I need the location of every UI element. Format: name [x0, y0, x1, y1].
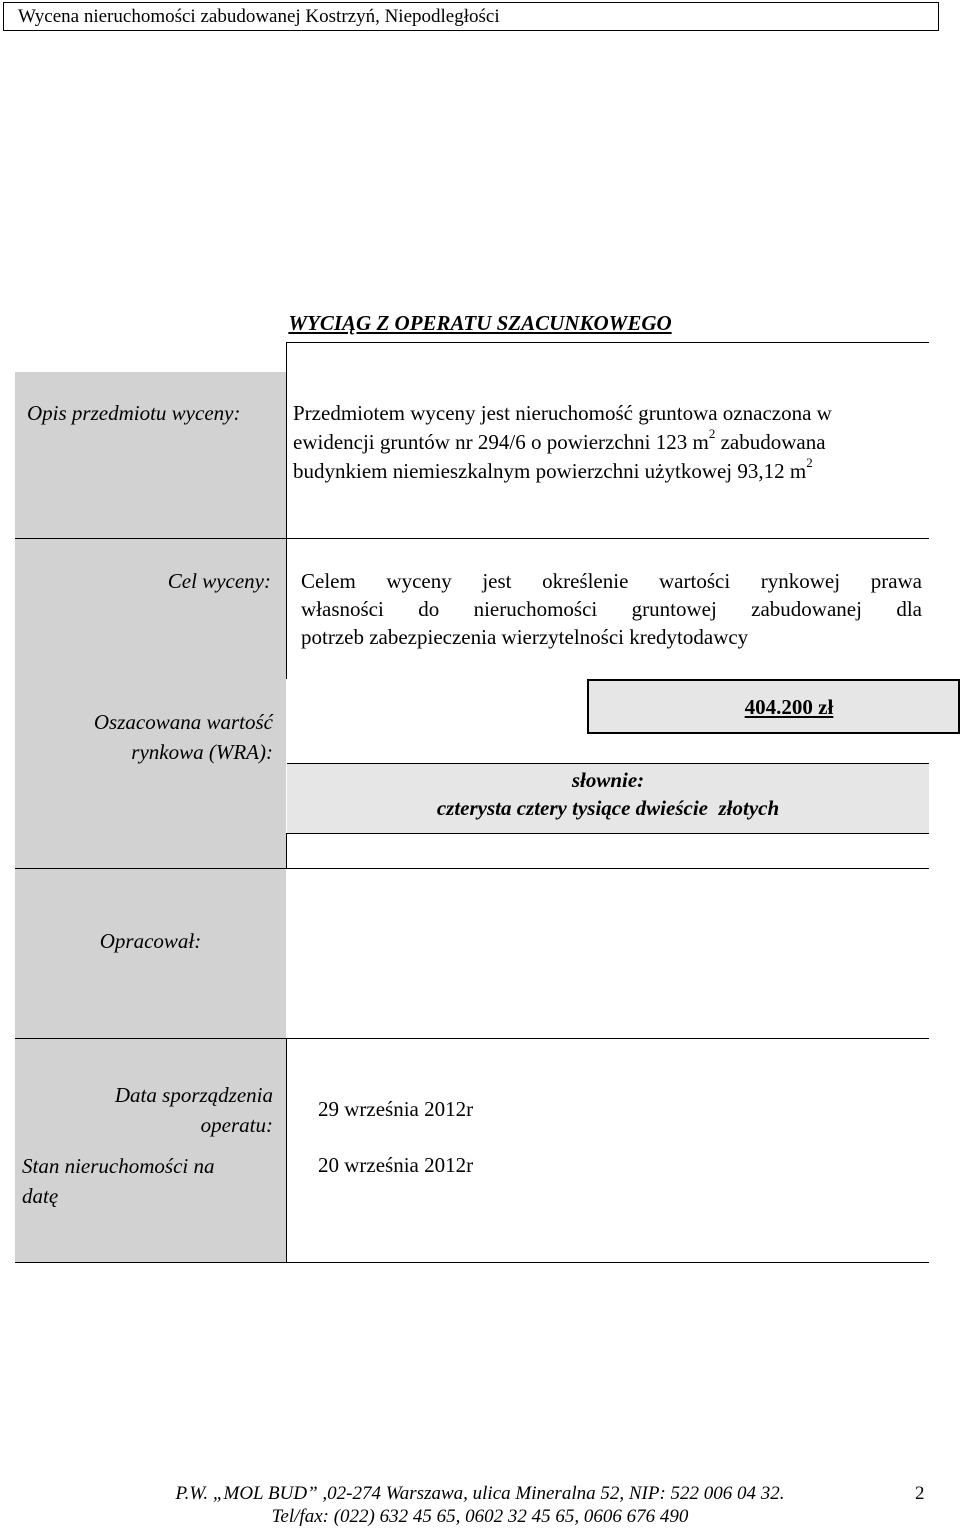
data-sporzadzenia-label — [15, 1080, 273, 1140]
amount-words: czterysta cztery tysiące dwieście złotych — [436, 796, 780, 820]
opis-line1: Przedmiotem wyceny jest nieruchomość gruntowa oznaczona w — [293, 401, 832, 425]
opis-line2b: zabudowana — [715, 430, 826, 454]
amount-value: 404.200 zł — [744, 695, 834, 719]
amount-words-label: słownie: — [571, 768, 645, 792]
divider — [286, 833, 929, 834]
opracowal-label: Opracował: — [99, 929, 202, 953]
stan-nieruchomosci-line1: Stan nieruchomości na — [22, 1154, 215, 1178]
running-header — [3, 2, 939, 31]
data-sporzadzenia-line2: operatu: — [200, 1113, 273, 1137]
opis-line2-sup: 2 — [708, 426, 716, 441]
column-divider — [286, 1038, 287, 1262]
opis-label: Opis przedmiotu wyceny: — [27, 401, 241, 425]
page-number: 2 — [915, 1483, 925, 1504]
date-stan: 20 września 2012r — [318, 1153, 474, 1177]
divider — [286, 342, 929, 343]
cel-value — [301, 567, 922, 651]
opis-line3-sup: 2 — [806, 455, 813, 470]
cel-line3: potrzeb zabezpieczenia wierzytelności kredytodawcy — [301, 625, 749, 649]
divider — [15, 538, 929, 539]
date-sporzadzenia: 29 września 2012r — [318, 1097, 474, 1121]
divider — [15, 868, 929, 869]
wartosc-label-line2: rynkowa (WRA): — [131, 740, 273, 764]
opis-line2a: ewidencji gruntów nr 294/6 o powierzchni 123 m — [293, 430, 709, 454]
running-header-title: Wycena nieruchomości zabudowanej Kostrzyń, Niepodległości — [18, 6, 500, 27]
footer-contact: Tel/fax: (022) 632 45 65, 0602 32 45 65, 0606 676 490 — [271, 1506, 689, 1527]
stan-nieruchomosci-label — [22, 1151, 280, 1211]
amount-words-box — [287, 763, 929, 833]
column-divider — [286, 833, 287, 868]
wartosc-label — [15, 707, 273, 767]
divider — [15, 1038, 929, 1039]
stan-nieruchomosci-line2: datę — [22, 1184, 59, 1208]
wartosc-label-line1: Oszacowana wartość — [93, 710, 273, 734]
data-sporzadzenia-line1: Data sporządzenia — [114, 1083, 273, 1107]
opis-line3a: budynkiem niemieszkalnym powierzchni użytkowej 93,12 m — [293, 459, 807, 483]
document-title: WYCIĄG Z OPERATU SZACUNKOWEGO — [288, 311, 672, 335]
amount-box — [587, 679, 960, 734]
cel-label: Cel wyceny: — [167, 569, 271, 593]
opis-value — [293, 399, 923, 486]
divider — [15, 1262, 929, 1263]
column-divider — [286, 342, 287, 679]
footer-address: P.W. „MOL BUD” ,02-274 Warszawa, ulica Mineralna 52, NIP: 522 006 04 32. — [175, 1483, 785, 1504]
cel-line2: własności do nieruchomości gruntowej zabudowanej dla — [301, 597, 922, 621]
cel-line1: Celem wyceny jest określenie wartości rynkowej prawa — [301, 569, 922, 593]
